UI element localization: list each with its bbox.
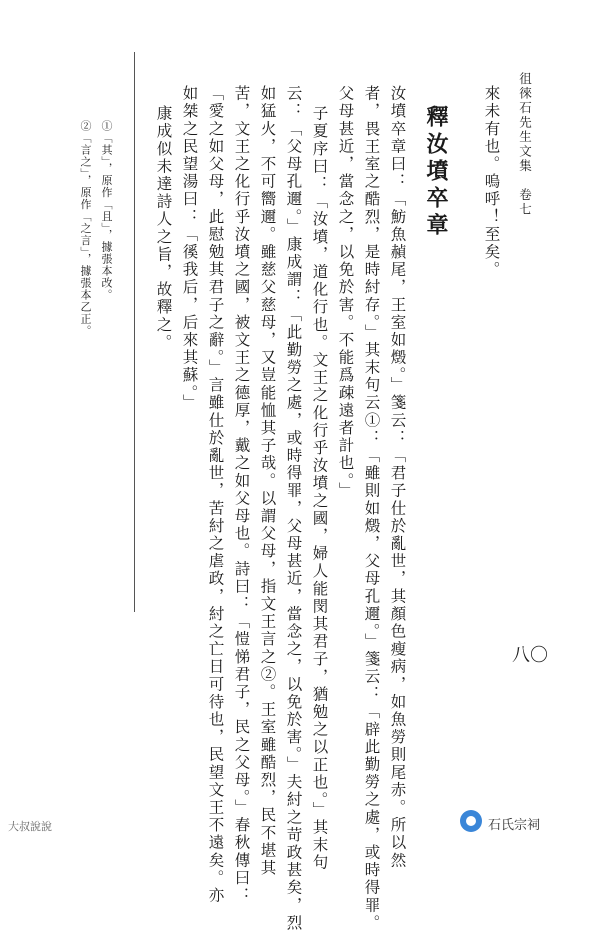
text-column: 者，畏王室之酷烈，是時紂存。」其末句云①：「雖則如燬，父母孔邇。」箋云：「辟此勤勞之處，或時得罪。 [362, 85, 381, 932]
notes-divider [134, 52, 135, 612]
text-column: 汝墳卒章曰：「魴魚赬尾，王室如燬。」箋云：「君子仕於亂世，其顏色瘦病，如魚勞則尾赤。所以然 [388, 85, 407, 870]
page-number: 八〇 [512, 645, 548, 666]
text-column: 苦，文王之化行乎汝墳之國，被文王之德厚，戴之如父母也。詩曰：「愷悌君子，民之父母。」春秋傳曰： [232, 85, 251, 905]
text-column: 父母甚近，當念之，以免於害。不能爲疎遠者計也。」 [336, 85, 355, 500]
watermark-left: 大叔說說 [8, 820, 52, 833]
watermark-right: 石氏宗祠 [488, 818, 541, 833]
text-column: 子夏序曰：「汝墳，道化行也。文王之化行乎汝墳之國，婦人能閔其君子，猶勉之以正也。」其末句 [310, 105, 329, 872]
wechat-logo-icon [460, 810, 482, 832]
footnote: ①「其」，原作「且」，據張本改。 [100, 120, 113, 301]
text-column: 來未有也。嗚呼！至矣。 [482, 85, 501, 279]
section-title: 釋汝墳卒章 [423, 105, 449, 240]
text-column: 如桀之民望湯曰：「徯我后，后來其蘇。」 [180, 85, 199, 412]
footnote: ②「言之」，原作「之言」，據張本乙正。 [79, 120, 92, 337]
text-column: 「愛之如父母，此慰勉其君子之辭。」言雖仕於亂世，苦紂之虐政，紂之亡日可待也，民望文王不遠矣。亦 [206, 85, 225, 905]
text-column: 如猛火，不可嚮邇。雖慈父慈母，又豈能恤其子哉。以謂父母，指文王言之②。王室雖酷烈，民不堪其 [258, 85, 277, 877]
text-column: 康成似未達詩人之旨，故釋之。 [154, 105, 173, 352]
text-column: 云：「父母孔邇。」康成謂：「此勤勞之處，或時得罪，父母甚近，當念之，以免於害。」夫紂之苛政甚矣，烈 [284, 85, 303, 932]
running-header: 徂徠石先生文集 卷七 [517, 72, 533, 217]
